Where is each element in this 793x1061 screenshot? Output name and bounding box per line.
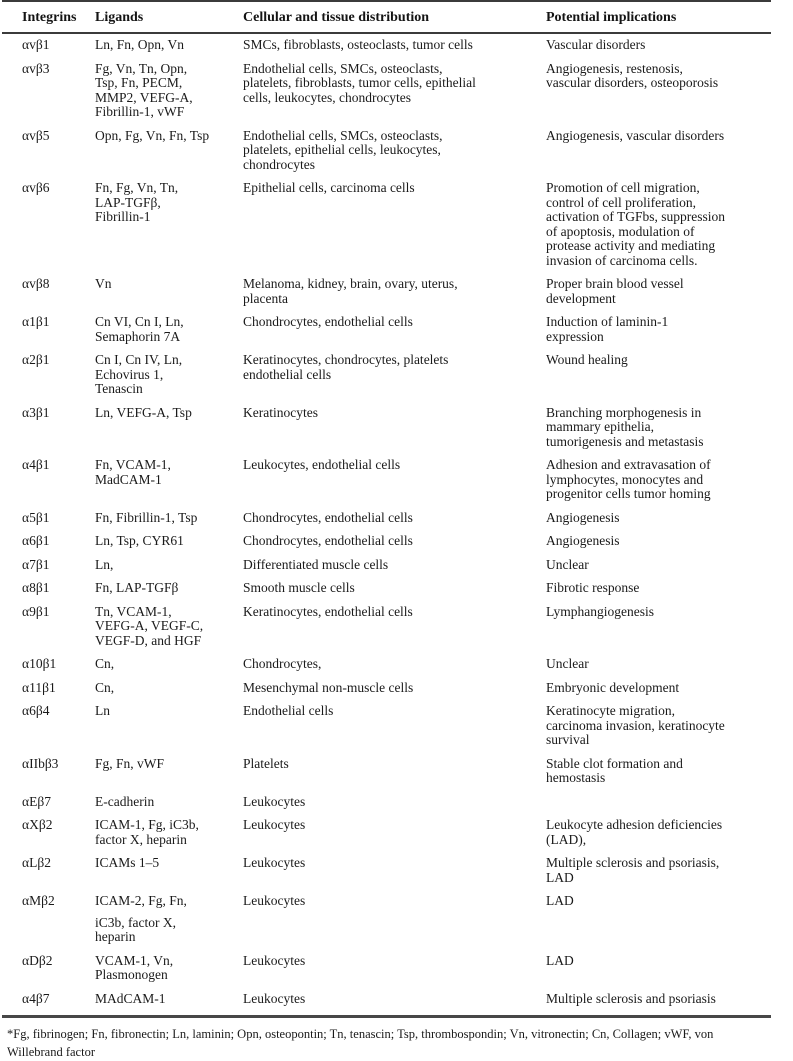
cell-implications: Angiogenesis, restenosis, vascular disorders, osteoporosis: [546, 60, 719, 90]
ligands-paragraph: Ln, Tsp, CYR61: [95, 533, 184, 548]
cell-integrin-name: αvβ5: [22, 127, 50, 143]
ligands-paragraph: Fg, Vn, Tn, Opn, Tsp, Fn, PECM, MMP2, VEFG-A, Fibrillin-1, vWF: [95, 60, 193, 119]
cell-integrin-name: α10β1: [22, 656, 57, 671]
table-row: [2, 657, 771, 681]
table-row: [2, 681, 771, 705]
table-row: [2, 856, 771, 894]
table-row: [2, 992, 771, 1017]
cell-implications: Promotion of cell migration, control of cell proliferation, activation of TGFbs, suppression of apoptosis, modulation of protease activity and mediating invasion of carcinoma cells.: [546, 180, 725, 268]
cell-distribution: Smooth muscle cells: [243, 580, 355, 595]
cell-implications: Vascular disorders: [546, 37, 646, 52]
table-row: [2, 581, 771, 605]
table-row: [2, 315, 771, 353]
cell-ligands: [95, 681, 243, 705]
cell-integrin-name: α5β1: [22, 509, 50, 525]
ligands-paragraph: ICAM-1, Fg, iC3b, factor X, heparin: [95, 817, 199, 847]
cell-ligands: [95, 657, 243, 681]
cell-ligands: [95, 62, 243, 129]
table-row: [2, 33, 771, 62]
cell-ligands: [95, 894, 243, 954]
cell-ligands: [95, 315, 243, 353]
cell-ligands: [95, 458, 243, 511]
cell-distribution: Leukocytes: [243, 952, 306, 968]
cell-integrin-name: α4β1: [22, 457, 50, 472]
cell-ligands: [95, 818, 243, 856]
cell-ligands: [95, 33, 243, 62]
table-row: [2, 353, 771, 406]
cell-ligands: [95, 277, 243, 315]
footnote-line: *Fg, fibrinogen; Fn, fibronectin; Ln, laminin; Opn, osteopontin; Tn, tenascin; Tsp, thrombospondin; Vn, vitronectin; Cn, Collagen; vWF, von: [7, 1027, 714, 1041]
cell-integrin-name: αEβ7: [22, 793, 51, 809]
cell-implications: [546, 795, 771, 819]
column-header-distribution: Cellular and tissue distribution: [243, 1, 546, 33]
cell-implications: Angiogenesis, vascular disorders: [546, 127, 725, 143]
cell-ligands: [95, 129, 243, 182]
cell-integrin-name: αvβ3: [22, 60, 50, 76]
cell-implications: Unclear: [546, 656, 589, 671]
cell-implications: Induction of laminin-1 expression: [546, 314, 669, 344]
cell-integrin-name: αLβ2: [22, 855, 51, 870]
cell-ligands: [95, 704, 243, 757]
cell-integrin-name: αvβ8: [22, 276, 50, 291]
cell-distribution: Endothelial cells: [243, 703, 334, 718]
ligands-paragraph: Fn, VCAM-1, MadCAM-1: [95, 457, 171, 487]
ligands-paragraph: Cn,: [95, 679, 115, 695]
cell-ligands: [95, 795, 243, 819]
ligands-paragraph: Fn, Fg, Vn, Tn, LAP-TGFβ, Fibrillin-1: [95, 180, 179, 224]
table-footnote: [7, 1025, 793, 1061]
table-row: [2, 954, 771, 992]
cell-ligands: [95, 534, 243, 558]
cell-ligands: [95, 181, 243, 277]
cell-distribution: Differentiated muscle cells: [243, 556, 389, 572]
cell-ligands: [95, 353, 243, 406]
table-row: [2, 181, 771, 277]
ligands-paragraph: Cn I, Cn IV, Ln, Echovirus 1, Tenascin: [95, 352, 183, 396]
cell-implications: LAD: [546, 952, 574, 968]
table-body: [2, 33, 771, 1017]
cell-integrin-name: α11β1: [22, 679, 56, 695]
cell-implications: Unclear: [546, 556, 589, 572]
cell-integrin-name: α6β4: [22, 703, 50, 718]
cell-distribution: Endothelial cells, SMCs, osteoclasts, platelets, epithelial cells, leukocytes, chondrocytes: [243, 127, 443, 172]
cell-implications: Wound healing: [546, 352, 628, 367]
ligands-paragraph: Opn, Fg, Vn, Fn, Tsp: [95, 127, 210, 143]
cell-integrin-name: α2β1: [22, 352, 50, 367]
ligands-paragraph: MAdCAM-1: [95, 990, 166, 1006]
ligands-paragraph: Fn, Fibrillin-1, Tsp: [95, 509, 198, 525]
cell-implications: Fibrotic response: [546, 580, 640, 595]
cell-implications: Multiple sclerosis and psoriasis, LAD: [546, 855, 720, 885]
cell-implications: Proper brain blood vessel development: [546, 276, 684, 306]
cell-implications: Leukocyte adhesion deficiencies (LAD),: [546, 817, 723, 847]
cell-implications: Keratinocyte migration, carcinoma invasion, keratinocyte survival: [546, 703, 725, 747]
cell-distribution: Chondrocytes,: [243, 656, 322, 671]
cell-integrin-name: α7β1: [22, 556, 50, 572]
ligands-paragraph: VCAM-1, Vn, Plasmonogen: [95, 952, 174, 982]
table-row: [2, 894, 771, 954]
ligands-paragraph: ICAMs 1–5: [95, 855, 160, 870]
cell-distribution: Keratinocytes: [243, 404, 318, 420]
cell-implications: Embryonic development: [546, 679, 680, 695]
cell-implications: Angiogenesis: [546, 509, 620, 525]
ligands-paragraph: ICAM-2, Fg, Fn,: [95, 893, 187, 908]
table-row: [2, 277, 771, 315]
cell-integrin-name: αvβ1: [22, 37, 50, 52]
header-row: [2, 1, 771, 33]
cell-integrin-name: α9β1: [22, 603, 50, 619]
cell-integrin-name: α3β1: [22, 404, 50, 420]
integrins-table: [2, 0, 771, 1018]
cell-integrin-name: αvβ6: [22, 180, 50, 195]
ligands-paragraph: Ln, Fn, Opn, Vn: [95, 37, 185, 52]
cell-distribution: Melanoma, kidney, brain, ovary, uterus, placenta: [243, 276, 458, 306]
cell-implications: Angiogenesis: [546, 533, 620, 548]
ligands-paragraph: iC3b, factor X, heparin: [95, 914, 176, 944]
table-row: [2, 818, 771, 856]
column-header-ligands: Ligands: [95, 1, 243, 33]
cell-implications: Adhesion and extravasation of lymphocytes, monocytes and progenitor cells tumor homing: [546, 457, 711, 501]
table-row: [2, 511, 771, 535]
ligands-paragraph: Cn,: [95, 656, 115, 671]
cell-ligands: [95, 757, 243, 795]
cell-distribution: Mesenchymal non-muscle cells: [243, 679, 414, 695]
ligands-paragraph: Cn VI, Cn I, Ln, Semaphorin 7A: [95, 314, 184, 344]
table-row: [2, 62, 771, 129]
column-header-integrins: Integrins: [2, 1, 95, 33]
column-header-implications: Potential implications: [546, 1, 771, 33]
cell-integrin-name: α4β7: [22, 990, 50, 1006]
cell-distribution: Endothelial cells, SMCs, osteoclasts, platelets, fibroblasts, tumor cells, epithelial cells, leukocytes, chondrocytes: [243, 60, 476, 105]
cell-ligands: [95, 992, 243, 1017]
ligands-paragraph: Vn: [95, 276, 112, 291]
cell-integrin-name: αIIbβ3: [22, 755, 59, 771]
cell-ligands: [95, 558, 243, 582]
table-row: [2, 129, 771, 182]
table-row: [2, 406, 771, 459]
ligands-paragraph: E-cadherin: [95, 793, 155, 809]
table-row: [2, 757, 771, 795]
cell-ligands: [95, 856, 243, 894]
ligands-paragraph: Fn, LAP-TGFβ: [95, 580, 179, 595]
table-row: [2, 458, 771, 511]
cell-ligands: [95, 605, 243, 658]
cell-distribution: Chondrocytes, endothelial cells: [243, 314, 413, 329]
cell-implications: Branching morphogenesis in mammary epithelia, tumorigenesis and metastasis: [546, 404, 704, 449]
ligands-paragraph: Fg, Fn, vWF: [95, 755, 165, 771]
cell-implications: Lymphangiogenesis: [546, 603, 654, 619]
cell-integrin-name: αDβ2: [22, 952, 53, 968]
cell-distribution: Leukocytes: [243, 893, 306, 908]
cell-distribution: SMCs, fibroblasts, osteoclasts, tumor cells: [243, 37, 473, 52]
cell-integrin-name: αMβ2: [22, 893, 55, 908]
cell-ligands: [95, 511, 243, 535]
cell-implications: Multiple sclerosis and psoriasis: [546, 990, 716, 1006]
cell-integrin-name: α6β1: [22, 533, 50, 548]
cell-distribution: Leukocytes: [243, 990, 306, 1006]
table-row: [2, 795, 771, 819]
cell-ligands: [95, 406, 243, 459]
cell-distribution: Chondrocytes, endothelial cells: [243, 533, 413, 548]
cell-implications: Stable clot formation and hemostasis: [546, 755, 683, 785]
table-row: [2, 558, 771, 582]
cell-integrin-name: α8β1: [22, 580, 50, 595]
cell-integrin-name: α1β1: [22, 314, 50, 329]
cell-distribution: Leukocytes: [243, 817, 306, 832]
ligands-paragraph: Ln: [95, 703, 110, 718]
cell-distribution: Platelets: [243, 755, 289, 771]
cell-distribution: Epithelial cells, carcinoma cells: [243, 180, 415, 195]
cell-ligands: [95, 581, 243, 605]
footnote-line: Willebrand factor: [7, 1045, 95, 1059]
cell-implications: LAD: [546, 893, 574, 908]
cell-distribution: Leukocytes: [243, 793, 306, 809]
ligands-paragraph: Ln,: [95, 556, 114, 572]
cell-integrin-name: αXβ2: [22, 817, 53, 832]
table-row: [2, 704, 771, 757]
cell-distribution: Leukocytes, endothelial cells: [243, 457, 401, 472]
table-row: [2, 534, 771, 558]
table-row: [2, 605, 771, 658]
cell-distribution: Keratinocytes, endothelial cells: [243, 603, 413, 619]
ligands-paragraph: Tn, VCAM-1, VEFG-A, VEGF-C, VEGF-D, and HGF: [95, 603, 204, 648]
cell-ligands: [95, 954, 243, 992]
ligands-paragraph: Ln, VEFG-A, Tsp: [95, 404, 192, 420]
cell-distribution: Keratinocytes, chondrocytes, platelets endothelial cells: [243, 352, 449, 382]
cell-distribution: Leukocytes: [243, 855, 306, 870]
cell-distribution: Chondrocytes, endothelial cells: [243, 509, 413, 525]
